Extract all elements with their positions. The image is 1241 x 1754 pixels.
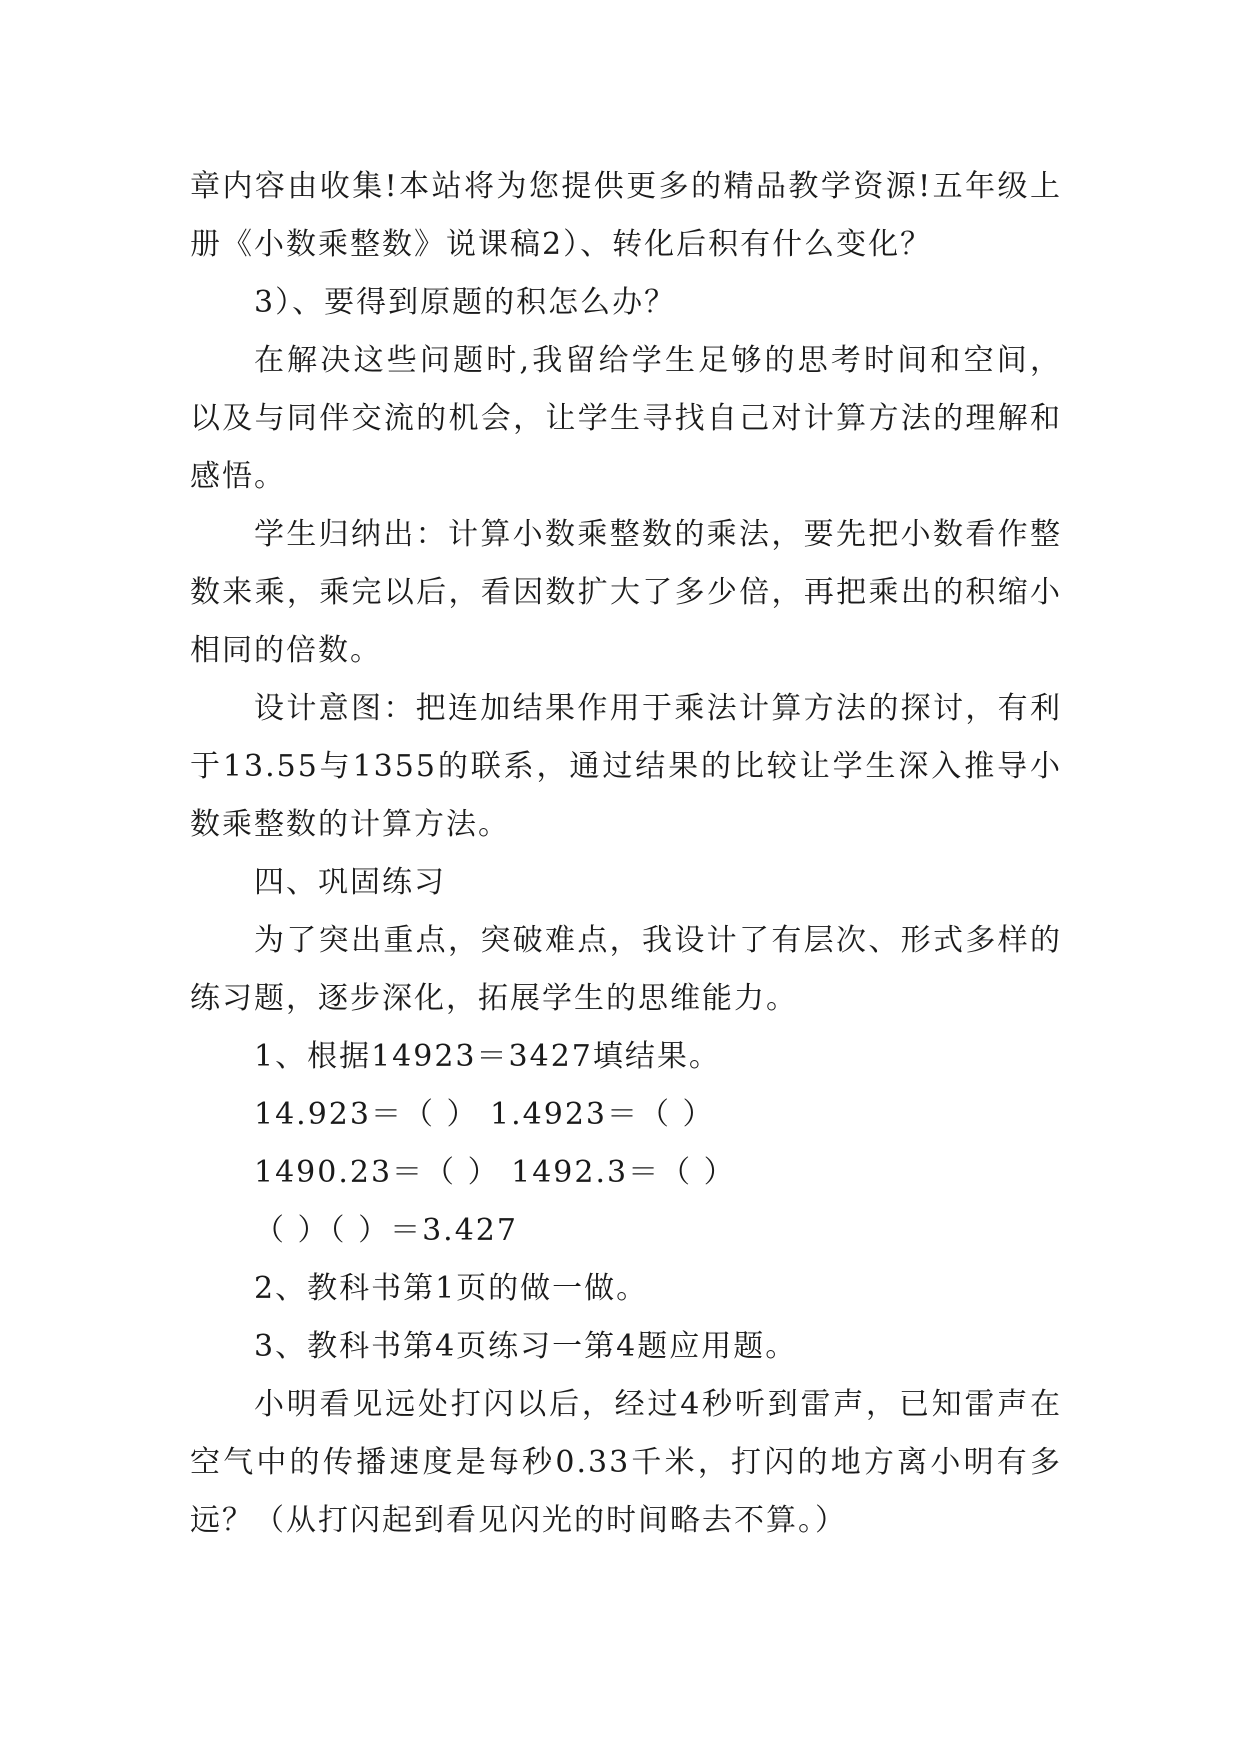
exercise-1: 1、根据14923＝3427填结果。 [254, 1039, 721, 1074]
exercise-3: 3、教科书第4页练习一第4题应用题。 [254, 1329, 798, 1364]
paragraph-intro: 章内容由收集!本站将为您提供更多的精品教学资源!五年级上册《小数乘整数》说课稿2）、转化后积有什么变化？ [190, 169, 1062, 262]
paragraph-thinking-time: 在解决这些问题时,我留给学生足够的思考时间和空间，以及与同伴交流的机会，让学生寻找自己对计算方法的理解和感悟。 [190, 343, 1062, 494]
word-problem: 小明看见远处打闪以后，经过4秒听到雷声，已知雷声在空气中的传播速度是每秒0.33千米，打闪的地方离小明有多远？（从打闪起到看见闪光的时间略去不算。） [190, 1387, 1062, 1538]
paragraph-design-intent: 设计意图：把连加结果作用于乘法计算方法的探讨，有利于13.55与1355的联系，通过结果的比较让学生深入推导小数乘整数的计算方法。 [190, 691, 1062, 842]
paragraph-practice-design: 为了突出重点，突破难点，我设计了有层次、形式多样的练习题，逐步深化，拓展学生的思维能力。 [190, 923, 1062, 1016]
document-body [190, 158, 1062, 1550]
section-heading-practice: 四、巩固练习 [254, 865, 446, 900]
exercise-1-row-1: 14.923＝（ ） 1.4923＝（ ） [254, 1097, 715, 1132]
paragraph-question-3: 3）、要得到原题的积怎么办？ [254, 285, 677, 320]
exercise-2: 2、教科书第1页的做一做。 [254, 1271, 649, 1306]
paragraph-summary: 学生归纳出：计算小数乘整数的乘法，要先把小数看作整数来乘，乘完以后，看因数扩大了多少倍，再把乘出的积缩小相同的倍数。 [190, 517, 1062, 668]
exercise-1-row-3: （ ）（ ）＝3.427 [254, 1213, 518, 1248]
exercise-1-row-2: 1490.23＝（ ） 1492.3＝（ ） [254, 1155, 736, 1190]
